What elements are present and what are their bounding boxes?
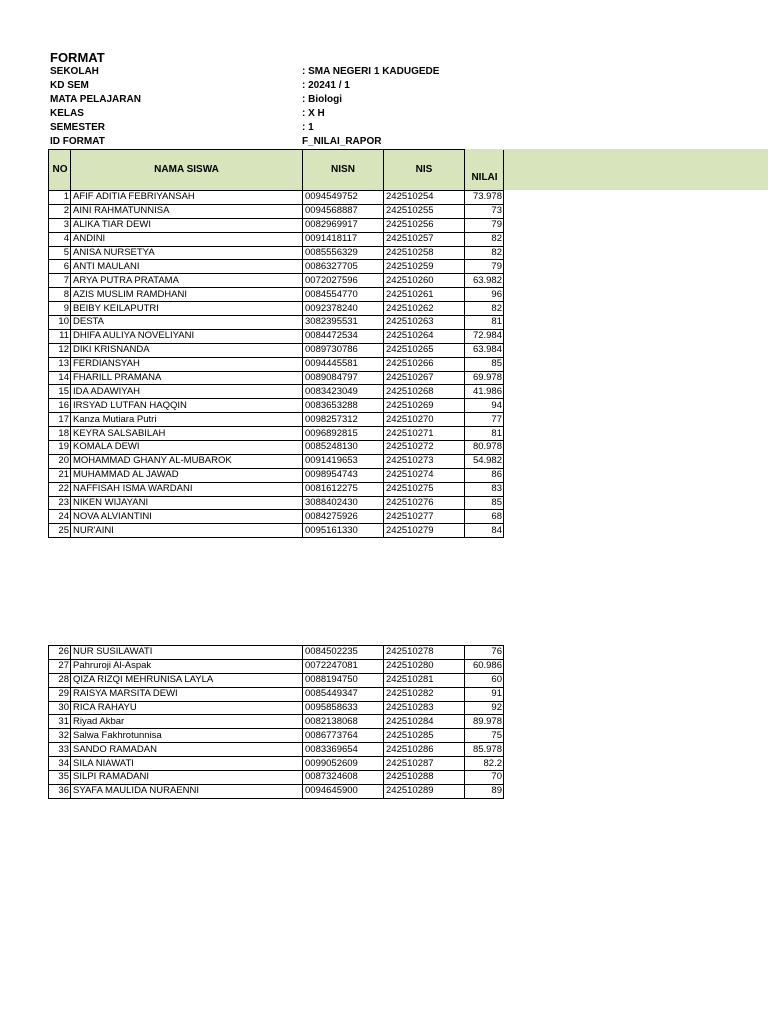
cell-nisn: 0081612275 — [303, 482, 384, 496]
table-row — [49, 729, 504, 743]
cell-nis: 242510271 — [384, 427, 465, 441]
table-row — [49, 482, 504, 496]
cell-nisn: 0082138068 — [303, 715, 384, 729]
cell-nilai: 82 — [465, 246, 504, 260]
cell-nisn: 0088194750 — [303, 673, 384, 687]
cell-nama: MOHAMMAD GHANY AL-MUBAROK — [71, 454, 303, 468]
cell-nisn: 0083369654 — [303, 743, 384, 757]
cell-no: 28 — [49, 673, 71, 687]
header-nilai: NILAI — [465, 150, 504, 191]
cell-nilai: 86 — [465, 468, 504, 482]
table-row — [49, 274, 504, 288]
cell-nis: 242510279 — [384, 524, 465, 538]
meta-value-semester: : 1 — [302, 122, 314, 133]
cell-nisn: 0085248130 — [303, 441, 384, 455]
table-row — [49, 743, 504, 757]
cell-nis: 242510265 — [384, 343, 465, 357]
cell-nis: 242510283 — [384, 701, 465, 715]
table-row — [49, 659, 504, 673]
table-body-page-1 — [49, 191, 504, 538]
cell-no: 32 — [49, 729, 71, 743]
table-row — [49, 701, 504, 715]
cell-nis: 242510285 — [384, 729, 465, 743]
grades-table-page-1 — [48, 149, 504, 538]
cell-nis: 242510269 — [384, 399, 465, 413]
cell-nis: 242510264 — [384, 329, 465, 343]
table-row — [49, 191, 504, 205]
table-row — [49, 524, 504, 538]
cell-nis: 242510259 — [384, 260, 465, 274]
cell-no: 22 — [49, 482, 71, 496]
meta-value-mapel: : Biologi — [302, 94, 342, 105]
table-row — [49, 673, 504, 687]
table-row — [49, 510, 504, 524]
table-row — [49, 329, 504, 343]
cell-no: 5 — [49, 246, 71, 260]
cell-no: 27 — [49, 659, 71, 673]
cell-nisn: 0091418117 — [303, 232, 384, 246]
cell-nisn: 3082395531 — [303, 316, 384, 330]
cell-nis: 242510275 — [384, 482, 465, 496]
cell-nisn: 0086773764 — [303, 729, 384, 743]
cell-no: 17 — [49, 413, 71, 427]
cell-nisn: 0089730786 — [303, 343, 384, 357]
cell-no: 35 — [49, 771, 71, 785]
cell-nis: 242510274 — [384, 468, 465, 482]
cell-no: 26 — [49, 646, 71, 660]
cell-nis: 242510260 — [384, 274, 465, 288]
cell-nis: 242510262 — [384, 302, 465, 316]
cell-no: 24 — [49, 510, 71, 524]
cell-nilai: 89 — [465, 784, 504, 798]
table-row — [49, 646, 504, 660]
cell-nilai: 72.984 — [465, 329, 504, 343]
cell-nilai: 85 — [465, 357, 504, 371]
cell-nilai: 81 — [465, 427, 504, 441]
cell-nisn: 0098257312 — [303, 413, 384, 427]
cell-nilai: 63.982 — [465, 274, 504, 288]
cell-nama: BEIBY KEILAPUTRI — [71, 302, 303, 316]
cell-nis: 242510287 — [384, 757, 465, 771]
table-row — [49, 399, 504, 413]
cell-nama: NIKEN WIJAYANI — [71, 496, 303, 510]
cell-nisn: 0084472534 — [303, 329, 384, 343]
cell-nilai: 41.986 — [465, 385, 504, 399]
cell-no: 34 — [49, 757, 71, 771]
cell-nilai: 68 — [465, 510, 504, 524]
cell-nama: Riyad Akbar — [71, 715, 303, 729]
cell-nama: NOVA ALVIANTINI — [71, 510, 303, 524]
table-row — [49, 427, 504, 441]
cell-nama: NUR'AINI — [71, 524, 303, 538]
cell-nis: 242510268 — [384, 385, 465, 399]
meta-value-id-format: F_NILAI_RAPOR — [302, 136, 382, 147]
cell-no: 23 — [49, 496, 71, 510]
cell-no: 11 — [49, 329, 71, 343]
cell-nilai: 70 — [465, 771, 504, 785]
cell-nisn: 0094549752 — [303, 191, 384, 205]
cell-nis: 242510277 — [384, 510, 465, 524]
cell-nilai: 82 — [465, 302, 504, 316]
cell-nilai: 85 — [465, 496, 504, 510]
cell-nama: SANDO RAMADAN — [71, 743, 303, 757]
table-row — [49, 413, 504, 427]
cell-nisn: 0072027596 — [303, 274, 384, 288]
cell-nis: 242510289 — [384, 784, 465, 798]
cell-no: 19 — [49, 441, 71, 455]
cell-nama: Pahruroji Al-Aspak — [71, 659, 303, 673]
cell-nilai: 94 — [465, 399, 504, 413]
meta-label-kelas: KELAS — [50, 108, 84, 119]
cell-nis: 242510263 — [384, 316, 465, 330]
cell-nis: 242510266 — [384, 357, 465, 371]
cell-nama: ANTI MAULANI — [71, 260, 303, 274]
cell-nisn: 0087324608 — [303, 771, 384, 785]
cell-nilai: 84 — [465, 524, 504, 538]
cell-nama: SYAFA MAULIDA NURAENNI — [71, 784, 303, 798]
meta-value-sekolah: : SMA NEGERI 1 KADUGEDE — [302, 66, 440, 77]
meta-label-id-format: ID FORMAT — [50, 136, 105, 147]
cell-nilai: 75 — [465, 729, 504, 743]
table-row — [49, 715, 504, 729]
cell-nisn: 0092378240 — [303, 302, 384, 316]
cell-nilai: 89.978 — [465, 715, 504, 729]
cell-nama: AFIF ADITIA FEBRIYANSAH — [71, 191, 303, 205]
cell-nama: IRSYAD LUTFAN HAQQIN — [71, 399, 303, 413]
table-row — [49, 771, 504, 785]
table-row — [49, 385, 504, 399]
cell-nisn: 0091419653 — [303, 454, 384, 468]
cell-nis: 242510281 — [384, 673, 465, 687]
cell-no: 36 — [49, 784, 71, 798]
meta-value-kd-sem: : 20241 / 1 — [302, 80, 350, 91]
cell-nilai: 76 — [465, 646, 504, 660]
meta-label-semester: SEMESTER — [50, 122, 106, 133]
cell-nisn: 0094568887 — [303, 204, 384, 218]
cell-nilai: 80.978 — [465, 441, 504, 455]
header-nis: NIS — [384, 150, 465, 191]
cell-no: 2 — [49, 204, 71, 218]
cell-nisn: 0094445581 — [303, 357, 384, 371]
cell-nisn: 0094645900 — [303, 784, 384, 798]
cell-nis: 242510280 — [384, 659, 465, 673]
cell-nama: RICA RAHAYU — [71, 701, 303, 715]
cell-nilai: 82.2 — [465, 757, 504, 771]
cell-nama: FHARILL PRAMANA — [71, 371, 303, 385]
cell-nis: 242510270 — [384, 413, 465, 427]
cell-nama: Salwa Fakhrotunnisa — [71, 729, 303, 743]
table-body-page-2 — [49, 646, 504, 799]
cell-nis: 242510288 — [384, 771, 465, 785]
cell-nama: SILA NIAWATI — [71, 757, 303, 771]
cell-nis: 242510276 — [384, 496, 465, 510]
cell-nisn: 3088402430 — [303, 496, 384, 510]
cell-nama: Kanza Mutiara Putri — [71, 413, 303, 427]
table-row — [49, 260, 504, 274]
cell-no: 1 — [49, 191, 71, 205]
cell-nis: 242510261 — [384, 288, 465, 302]
table-row — [49, 288, 504, 302]
cell-nisn: 0084275926 — [303, 510, 384, 524]
cell-nama: ANDINI — [71, 232, 303, 246]
cell-no: 14 — [49, 371, 71, 385]
table-row — [49, 343, 504, 357]
cell-no: 15 — [49, 385, 71, 399]
cell-nilai: 85.978 — [465, 743, 504, 757]
cell-no: 18 — [49, 427, 71, 441]
cell-nis: 242510256 — [384, 218, 465, 232]
cell-nilai: 79 — [465, 218, 504, 232]
cell-nisn: 0085556329 — [303, 246, 384, 260]
cell-nilai: 63.984 — [465, 343, 504, 357]
cell-no: 31 — [49, 715, 71, 729]
cell-no: 33 — [49, 743, 71, 757]
cell-nilai: 83 — [465, 482, 504, 496]
cell-nisn: 0083653288 — [303, 399, 384, 413]
meta-label-kd-sem: KD SEM — [50, 80, 89, 91]
table-row — [49, 496, 504, 510]
cell-nilai: 60 — [465, 673, 504, 687]
cell-nama: QIZA RIZQI MEHRUNISA LAYLA — [71, 673, 303, 687]
cell-nama: SILPI RAMADANI — [71, 771, 303, 785]
cell-nilai: 54.982 — [465, 454, 504, 468]
cell-nilai: 77 — [465, 413, 504, 427]
cell-no: 25 — [49, 524, 71, 538]
cell-no: 29 — [49, 687, 71, 701]
cell-nilai: 91 — [465, 687, 504, 701]
cell-nis: 242510284 — [384, 715, 465, 729]
cell-nama: AZIS MUSLIM RAMDHANI — [71, 288, 303, 302]
cell-no: 13 — [49, 357, 71, 371]
cell-nis: 242510286 — [384, 743, 465, 757]
cell-nisn: 0084554770 — [303, 288, 384, 302]
cell-nama: KEYRA SALSABILAH — [71, 427, 303, 441]
table-row — [49, 302, 504, 316]
cell-nama: RAISYA MARSITA DEWI — [71, 687, 303, 701]
cell-no: 8 — [49, 288, 71, 302]
table-row — [49, 454, 504, 468]
cell-no: 7 — [49, 274, 71, 288]
table-row — [49, 468, 504, 482]
table-row — [49, 357, 504, 371]
cell-nis: 242510267 — [384, 371, 465, 385]
cell-nisn: 0085449347 — [303, 687, 384, 701]
table-header-row — [49, 150, 504, 191]
meta-label-sekolah: SEKOLAH — [50, 66, 99, 77]
cell-nisn: 0095858633 — [303, 701, 384, 715]
cell-nisn: 0084502235 — [303, 646, 384, 660]
cell-nisn: 0083423049 — [303, 385, 384, 399]
table-row — [49, 204, 504, 218]
table-row — [49, 371, 504, 385]
table-row — [49, 441, 504, 455]
cell-nama: IDA ADAWIYAH — [71, 385, 303, 399]
cell-nilai: 92 — [465, 701, 504, 715]
cell-nis: 242510257 — [384, 232, 465, 246]
cell-nisn: 0095161330 — [303, 524, 384, 538]
cell-nama: ARYA PUTRA PRATAMA — [71, 274, 303, 288]
cell-nama: KOMALA DEWI — [71, 441, 303, 455]
cell-nilai: 82 — [465, 232, 504, 246]
cell-nis: 242510282 — [384, 687, 465, 701]
cell-no: 20 — [49, 454, 71, 468]
cell-nama: DESTA — [71, 316, 303, 330]
cell-nilai: 69.978 — [465, 371, 504, 385]
cell-nilai: 73.978 — [465, 191, 504, 205]
cell-no: 10 — [49, 316, 71, 330]
document-title: FORMAT — [50, 50, 105, 65]
table-row — [49, 784, 504, 798]
cell-nis: 242510254 — [384, 191, 465, 205]
cell-nilai: 60.986 — [465, 659, 504, 673]
table-row — [49, 232, 504, 246]
cell-nama: MUHAMMAD AL JAWAD — [71, 468, 303, 482]
cell-nis: 242510258 — [384, 246, 465, 260]
header-fill-band — [463, 149, 768, 190]
cell-nama: ALIKA TIAR DEWI — [71, 218, 303, 232]
table-row — [49, 246, 504, 260]
cell-no: 3 — [49, 218, 71, 232]
cell-nama: FERDIANSYAH — [71, 357, 303, 371]
cell-nama: NUR SUSILAWATI — [71, 646, 303, 660]
cell-nis: 242510272 — [384, 441, 465, 455]
cell-nisn: 0086327705 — [303, 260, 384, 274]
header-nisn: NISN — [303, 150, 384, 191]
cell-nama: AINI RAHMATUNNISA — [71, 204, 303, 218]
cell-nama: NAFFISAH ISMA WARDANI — [71, 482, 303, 496]
cell-nilai: 96 — [465, 288, 504, 302]
table-row — [49, 757, 504, 771]
cell-nisn: 0098954743 — [303, 468, 384, 482]
cell-nisn: 0099052609 — [303, 757, 384, 771]
cell-nisn: 0096892815 — [303, 427, 384, 441]
table-row — [49, 687, 504, 701]
cell-no: 4 — [49, 232, 71, 246]
cell-nis: 242510278 — [384, 646, 465, 660]
meta-value-kelas: : X H — [302, 108, 325, 119]
cell-no: 21 — [49, 468, 71, 482]
table-row — [49, 316, 504, 330]
cell-nisn: 0082969917 — [303, 218, 384, 232]
cell-nis: 242510255 — [384, 204, 465, 218]
header-no: NO — [49, 150, 71, 191]
meta-label-mapel: MATA PELAJARAN — [50, 94, 141, 105]
header-nama: NAMA SISWA — [71, 150, 303, 191]
cell-nis: 242510273 — [384, 454, 465, 468]
cell-no: 30 — [49, 701, 71, 715]
cell-nisn: 0089084797 — [303, 371, 384, 385]
cell-nisn: 0072247081 — [303, 659, 384, 673]
cell-nama: DHIFA AULIYA NOVELIYANI — [71, 329, 303, 343]
grades-table-page-2 — [48, 645, 504, 799]
cell-nilai: 79 — [465, 260, 504, 274]
table-row — [49, 218, 504, 232]
cell-nama: ANISA NURSETYA — [71, 246, 303, 260]
cell-no: 9 — [49, 302, 71, 316]
cell-no: 12 — [49, 343, 71, 357]
cell-nilai: 73 — [465, 204, 504, 218]
cell-nilai: 81 — [465, 316, 504, 330]
cell-no: 6 — [49, 260, 71, 274]
cell-no: 16 — [49, 399, 71, 413]
cell-nama: DIKI KRISNANDA — [71, 343, 303, 357]
